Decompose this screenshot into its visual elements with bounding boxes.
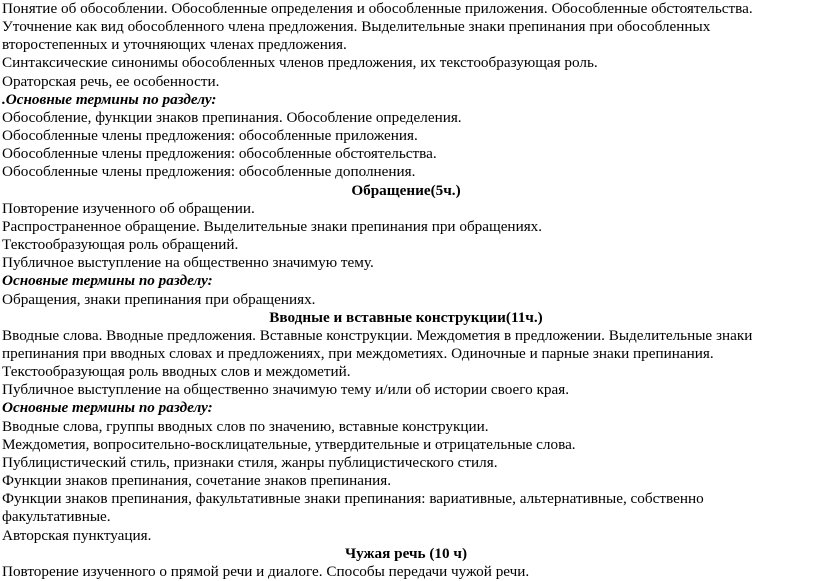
paragraph: Ораторская речь, ее особенности. xyxy=(2,72,220,90)
section-heading: Вводные и вставные конструкции(11ч.) xyxy=(269,308,543,326)
paragraph: Обособленные члены предложения: обособленные приложения. xyxy=(2,127,418,145)
section-terms-label: Основные термины по разделу: xyxy=(2,272,213,290)
paragraph: Обособленные члены предложения: обособленные обстоятельства. xyxy=(2,145,437,163)
paragraph: Текстообразующая роль вводных слов и междометий. xyxy=(2,363,351,381)
section-terms-label: Основные термины по разделу: xyxy=(2,399,213,417)
paragraph: Уточнение как вид обособленного члена предложения. Выделительные знаки препинания при обособленных второстепенных и уточняющих членах предложения. xyxy=(2,18,711,54)
paragraph: Вводные слова. Вводные предложения. Вставные конструкции. Междометия в предложении. Выделительные знаки препинания при вводных словах и предложениях, при междометиях. Одиночные и парные знаки препинания. xyxy=(2,326,753,362)
paragraph: Обособление, функции знаков препинания. Обособление определения. xyxy=(2,108,462,126)
paragraph: Текстообразующая роль обращений. xyxy=(2,236,239,254)
paragraph: Обособленные члены предложения: обособленные дополнения. xyxy=(2,163,416,181)
paragraph: Синтаксические синонимы обособленных членов предложения, их текстообразующая роль. xyxy=(2,54,598,72)
paragraph: Публичное выступление на общественно значимую тему. xyxy=(2,254,374,272)
paragraph: Распространенное обращение. Выделительные знаки препинания при обращениях. xyxy=(2,217,543,235)
section-terms-label: .Основные термины по разделу: xyxy=(2,90,217,108)
paragraph: Авторская пунктуация. xyxy=(2,526,152,544)
paragraph: Вводные слова, группы вводных слов по значению, вставные конструкции. xyxy=(2,417,489,435)
paragraph: Повторение изученного об обращении. xyxy=(2,199,255,217)
section-heading: Обращение(5ч.) xyxy=(351,181,461,199)
paragraph: Публичное выступление на общественно значимую тему и/или об истории своего края. xyxy=(2,381,569,399)
paragraph: Междометия, вопросительно-восклицательные, утвердительные и отрицательные слова. xyxy=(2,435,576,453)
paragraph: Обращения, знаки препинания при обращениях. xyxy=(2,290,316,308)
paragraph: Функции знаков препинания, сочетание знаков препинания. xyxy=(2,472,392,490)
paragraph: Публицистический стиль, признаки стиля, жанры публицистического стиля. xyxy=(2,453,498,471)
document-page xyxy=(2,0,810,581)
paragraph: Повторение изученного о прямой речи и диалоге. Способы передачи чужой речи. xyxy=(2,562,530,580)
paragraph: Понятие об обособлении. Обособленные определения и обособленные приложения. Обособленные обстоятельства. xyxy=(2,0,753,17)
paragraph: Функции знаков препинания, факультативные знаки препинания: вариативные, альтернативные, собственно факультативные. xyxy=(2,490,704,526)
section-heading: Чужая речь (10 ч) xyxy=(344,544,468,562)
